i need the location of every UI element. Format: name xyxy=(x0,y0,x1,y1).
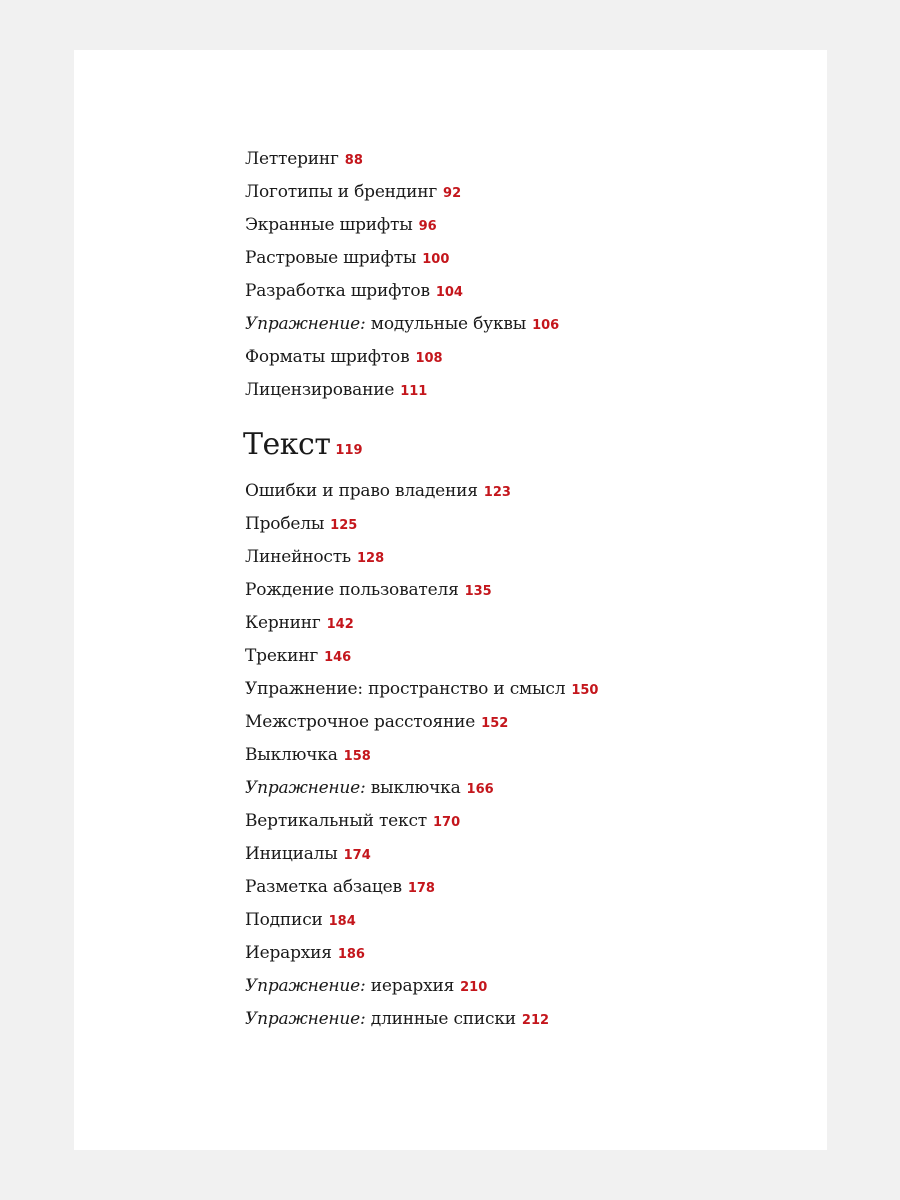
toc-entry-title: Лицензирование xyxy=(245,380,395,400)
toc-entry-title: Иерархия xyxy=(245,943,332,963)
toc-entry[interactable] xyxy=(245,943,365,965)
toc-section-heading[interactable] xyxy=(243,428,363,468)
toc-entry-title: Вертикальный текст xyxy=(245,811,427,831)
toc-entry-page: 174 xyxy=(343,848,371,863)
toc-entry-page: 212 xyxy=(521,1013,550,1028)
toc-entry-title: Растровые шрифты xyxy=(245,248,417,268)
toc-entry[interactable] xyxy=(245,514,357,536)
toc-entry-page: 92 xyxy=(443,186,462,201)
toc-entry-page: 104 xyxy=(435,285,463,300)
toc-entry-title: Инициалы xyxy=(245,844,338,864)
toc-entry[interactable] xyxy=(245,380,427,402)
toc-entry-page: 146 xyxy=(324,650,352,665)
toc-entry-page: 210 xyxy=(460,980,488,995)
toc-entry-page: 166 xyxy=(466,782,494,797)
toc-entry[interactable] xyxy=(245,281,463,303)
toc-entry-prefix: Упражнение: xyxy=(245,314,366,334)
toc-entry[interactable] xyxy=(245,1009,549,1031)
toc-entry[interactable] xyxy=(245,215,437,237)
toc-entry-prefix: Упражнение: xyxy=(245,778,366,798)
toc-entry-page: 108 xyxy=(415,351,443,366)
toc-entry[interactable] xyxy=(245,844,371,866)
toc-entry-title: Разработка шрифтов xyxy=(245,281,430,301)
toc-entry-prefix: Упражнение: xyxy=(245,1009,366,1029)
toc-entry-page: 178 xyxy=(407,881,435,896)
toc-entry-page: 88 xyxy=(344,153,363,168)
toc-entry-title: Трекинг xyxy=(245,646,319,666)
toc-entry-page: 96 xyxy=(418,219,437,234)
toc-entry-title: Кернинг xyxy=(245,613,321,633)
toc-entry-title: Межстрочное расстояние xyxy=(245,712,476,732)
toc-entry-page: 186 xyxy=(337,947,365,962)
toc-entry[interactable] xyxy=(245,877,435,899)
toc-entry[interactable] xyxy=(245,910,356,932)
toc-entry[interactable] xyxy=(245,149,363,171)
toc-section-title: Текст xyxy=(243,427,331,462)
toc-entry[interactable] xyxy=(245,347,443,369)
toc-entry[interactable] xyxy=(245,613,354,635)
toc-entry-page: 152 xyxy=(481,716,509,731)
toc-entry-page: 106 xyxy=(532,318,560,333)
toc-entry-title: Подписи xyxy=(245,910,323,930)
toc-entry-title: Линейность xyxy=(245,547,351,567)
toc-entry-title: Леттеринг xyxy=(245,149,339,169)
toc-entry-page: 142 xyxy=(326,617,354,632)
toc-entry-title: Разметка абзацев xyxy=(245,877,402,897)
toc-entry-title: Рождение пользователя xyxy=(245,580,459,600)
toc-entry[interactable] xyxy=(245,679,598,701)
toc-entry-page: 158 xyxy=(343,749,371,764)
toc-entry-page: 150 xyxy=(571,683,599,698)
toc-entry[interactable] xyxy=(245,712,508,734)
toc-entry-title: Форматы шрифтов xyxy=(245,347,410,367)
toc-entry-title: Ошибки и право владения xyxy=(245,481,478,501)
toc-entry-title: Пробелы xyxy=(245,514,325,534)
toc-entry-title: Выключка xyxy=(245,745,338,765)
toc-entry-page: 100 xyxy=(422,252,450,267)
toc-entry[interactable] xyxy=(245,778,494,800)
toc-entry[interactable] xyxy=(245,182,461,204)
toc-entry-title: выключка xyxy=(370,778,461,798)
toc-entry-title: длинные списки xyxy=(370,1009,516,1029)
toc-entry[interactable] xyxy=(245,976,487,998)
toc-entry-title: Упражнение: пространство и смысл xyxy=(245,679,566,699)
toc-entry[interactable] xyxy=(245,481,511,503)
toc-entry-title: Логотипы и брендинг xyxy=(245,182,438,202)
toc-entry-title: Экранные шрифты xyxy=(245,215,413,235)
toc-entry-page: 111 xyxy=(400,384,428,399)
toc-entry-page: 184 xyxy=(328,914,356,929)
toc-entry-page: 123 xyxy=(483,485,511,500)
toc-entry[interactable] xyxy=(245,811,460,833)
toc-entry-prefix: Упражнение: xyxy=(245,976,366,996)
toc-entry[interactable] xyxy=(245,248,449,270)
toc-entry[interactable] xyxy=(245,580,492,602)
toc-entry[interactable] xyxy=(245,547,384,569)
toc-entry-page: 170 xyxy=(433,815,461,830)
toc-entry[interactable] xyxy=(245,646,351,668)
toc-entry-page: 128 xyxy=(357,551,385,566)
toc-entry-page: 135 xyxy=(464,584,492,599)
book-page xyxy=(74,50,827,1150)
toc-entry[interactable] xyxy=(245,745,371,767)
toc-entry-title: иерархия xyxy=(370,976,455,996)
toc-entry-title: модульные буквы xyxy=(370,314,527,334)
toc-entry[interactable] xyxy=(245,314,559,336)
toc-entry-page: 125 xyxy=(330,518,358,533)
toc-section-page: 119 xyxy=(335,443,363,458)
